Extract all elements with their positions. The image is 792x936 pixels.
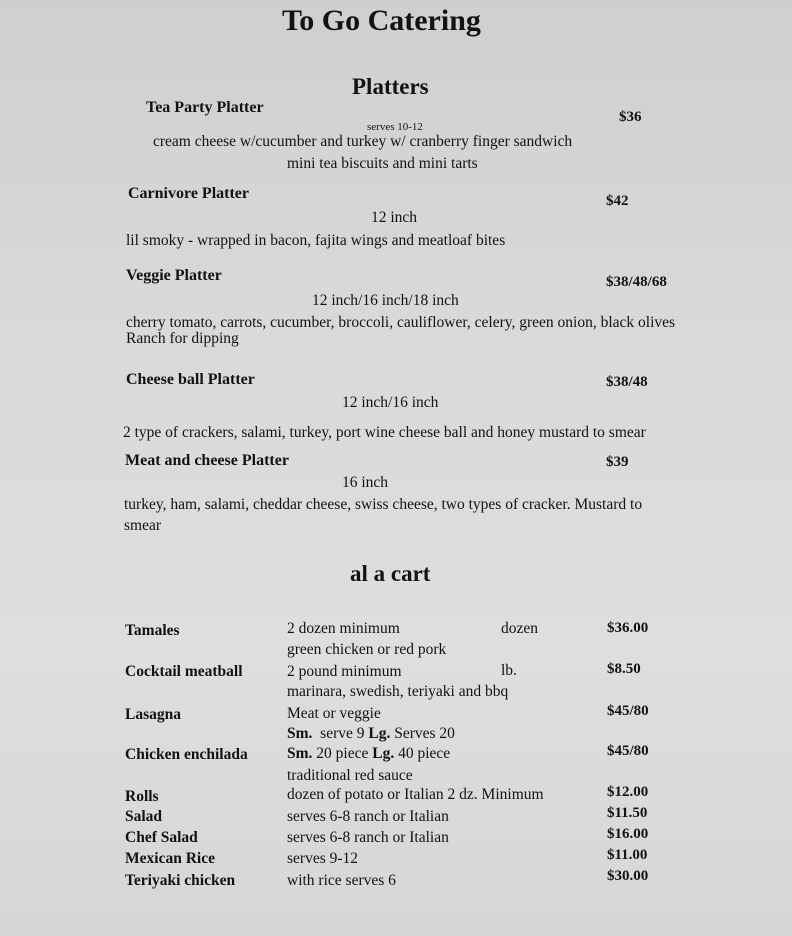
platter-description: smear [124,517,162,534]
item-price: $30.00 [607,868,649,884]
item-description: with rice serves 6 [287,872,396,889]
large-size-text: Serves 20 [390,725,455,742]
item-description: dozen of potato or Italian 2 dz. Minimum [287,786,544,803]
item-name: Lasagna [125,706,181,723]
item-subtext: marinara, swedish, teriyaki and bbq [287,683,509,700]
platter-price: $39 [606,454,629,470]
platter-name: Veggie Platter [126,267,222,284]
platter-price: $38/48 [606,374,648,390]
item-description: serves 9-12 [287,850,359,867]
item-name: Cocktail meatball [125,663,243,680]
item-subtext: traditional red sauce [287,767,413,784]
platter-description: cream cheese w/cucumber and turkey w/ cranberry finger sandwich [153,133,573,150]
item-name: Salad [125,808,163,825]
small-size-text: serve 9 [312,725,369,742]
item-subtext [287,725,455,743]
menu-title: To Go Catering [282,4,481,37]
platter-description: cherry tomato, carrots, cucumber, broccoli, cauliflower, celery, green onion, black olives [126,314,676,331]
platter-size: 12 inch/16 inch/18 inch [312,292,459,309]
platter-name: Carnivore Platter [128,185,249,202]
item-description: serves 6-8 ranch or Italian [287,829,449,846]
platter-description: lil smoky - wrapped in bacon, fajita wings and meatloaf bites [126,232,506,249]
item-description: 2 pound minimum [287,663,402,680]
item-price: $45/80 [607,743,649,759]
item-name: Chicken enchilada [125,746,248,763]
platter-price: $42 [606,193,629,209]
item-name: Mexican Rice [125,850,215,867]
item-name: Teriyaki chicken [125,872,236,889]
large-size-text: 40 piece [394,745,451,762]
item-name: Tamales [125,622,180,639]
item-price: $12.00 [607,784,649,800]
item-description: serves 6-8 ranch or Italian [287,808,449,825]
item-name: Rolls [125,788,159,805]
platter-description: turkey, ham, salami, cheddar cheese, swiss cheese, two types of cracker. Mustard to [124,496,643,513]
item-price: $8.50 [607,661,641,677]
platter-name: Meat and cheese Platter [125,452,289,469]
large-size-label: Lg. [372,745,395,762]
item-name: Chef Salad [125,829,198,846]
item-description: 2 dozen minimum [287,620,400,637]
item-price: $16.00 [607,826,649,842]
platter-size: serves 10-12 [367,121,423,133]
item-price: $45/80 [607,703,649,719]
item-price: $36.00 [607,620,649,636]
platter-name: Cheese ball Platter [126,371,255,388]
item-description [287,745,450,763]
small-size-label: Sm. [287,725,313,742]
platter-size: 12 inch [371,209,418,226]
small-size-text: 20 piece [312,745,373,762]
platter-price: $36 [619,109,642,125]
item-unit: lb. [501,662,517,679]
platter-description: 2 type of crackers, salami, turkey, port wine cheese ball and honey mustard to smear [123,424,646,441]
platter-size: 16 inch [342,474,389,491]
platter-price: $38/48/68 [606,274,667,290]
item-subtext: green chicken or red pork [287,641,447,658]
item-price: $11.00 [607,847,648,863]
large-size-label: Lg. [368,725,391,742]
platter-name: Tea Party Platter [146,99,264,116]
section-heading-alacart: al a cart [350,561,431,586]
item-description: Meat or veggie [287,705,381,722]
platter-size: 12 inch/16 inch [342,394,439,411]
section-heading-platters: Platters [352,74,429,99]
platter-description: Ranch for dipping [126,330,239,347]
item-price: $11.50 [607,805,648,821]
platter-description: mini tea biscuits and mini tarts [287,155,478,172]
item-unit: dozen [501,620,539,637]
small-size-label: Sm. [287,745,313,762]
